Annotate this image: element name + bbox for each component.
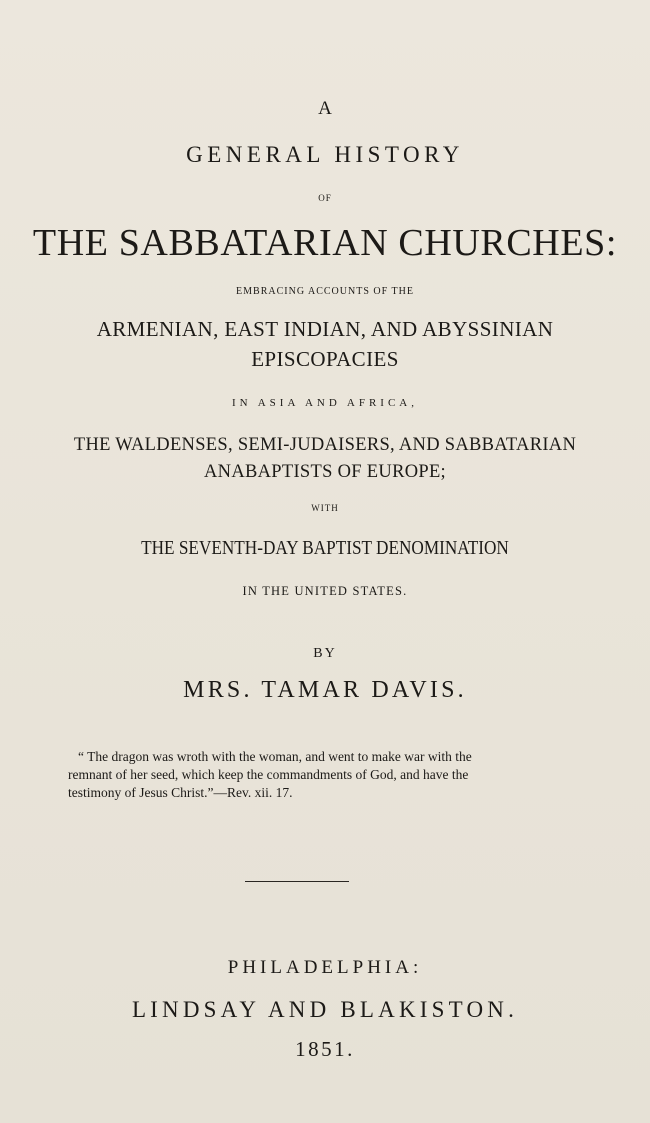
imprint-city: PHILADELPHIA:: [227, 957, 423, 978]
epigraph-line: testimony of Jesus Christ.”—Rev. xii. 17.: [68, 785, 293, 800]
main-title: THE SABBATARIAN CHURCHES:: [32, 222, 618, 264]
subtitle-armenian-line1: ARMENIAN, EAST INDIAN, AND ABYSSINIAN: [96, 317, 554, 341]
subtitle-united-states: IN THE UNITED STATES.: [242, 584, 408, 598]
title-general-history: GENERAL HISTORY: [186, 142, 464, 167]
imprint-publisher: LINDSAY AND BLAKISTON.: [131, 997, 519, 1022]
subtitle-waldenses-line2: ANABAPTISTS OF EUROPE;: [204, 462, 446, 482]
subtitle-armenian-line2: EPISCOPACIES: [251, 347, 399, 371]
subtitle-denomination: THE SEVENTH-DAY BAPTIST DENOMINATION: [141, 537, 509, 559]
subtitle-with: WITH: [311, 503, 339, 513]
author-name: MRS. TAMAR DAVIS.: [183, 677, 467, 703]
byline-by: BY: [313, 646, 337, 661]
epigraph: [68, 748, 548, 802]
divider-rule: [245, 881, 349, 882]
title-article: A: [318, 98, 332, 119]
epigraph-line: “ The dragon was wroth with the woman, and went to make war with the: [78, 749, 472, 764]
epigraph-line: remnant of her seed, which keep the commandments of God, and have the: [68, 767, 469, 782]
subtitle-embracing: EMBRACING ACCOUNTS OF THE: [236, 286, 414, 297]
subtitle-waldenses-line1: THE WALDENSES, SEMI-JUDAISERS, AND SABBATARIAN: [73, 435, 577, 455]
title-of: OF: [318, 193, 332, 203]
subtitle-asia-africa: IN ASIA AND AFRICA,: [231, 397, 419, 409]
imprint-year: 1851.: [295, 1037, 355, 1061]
